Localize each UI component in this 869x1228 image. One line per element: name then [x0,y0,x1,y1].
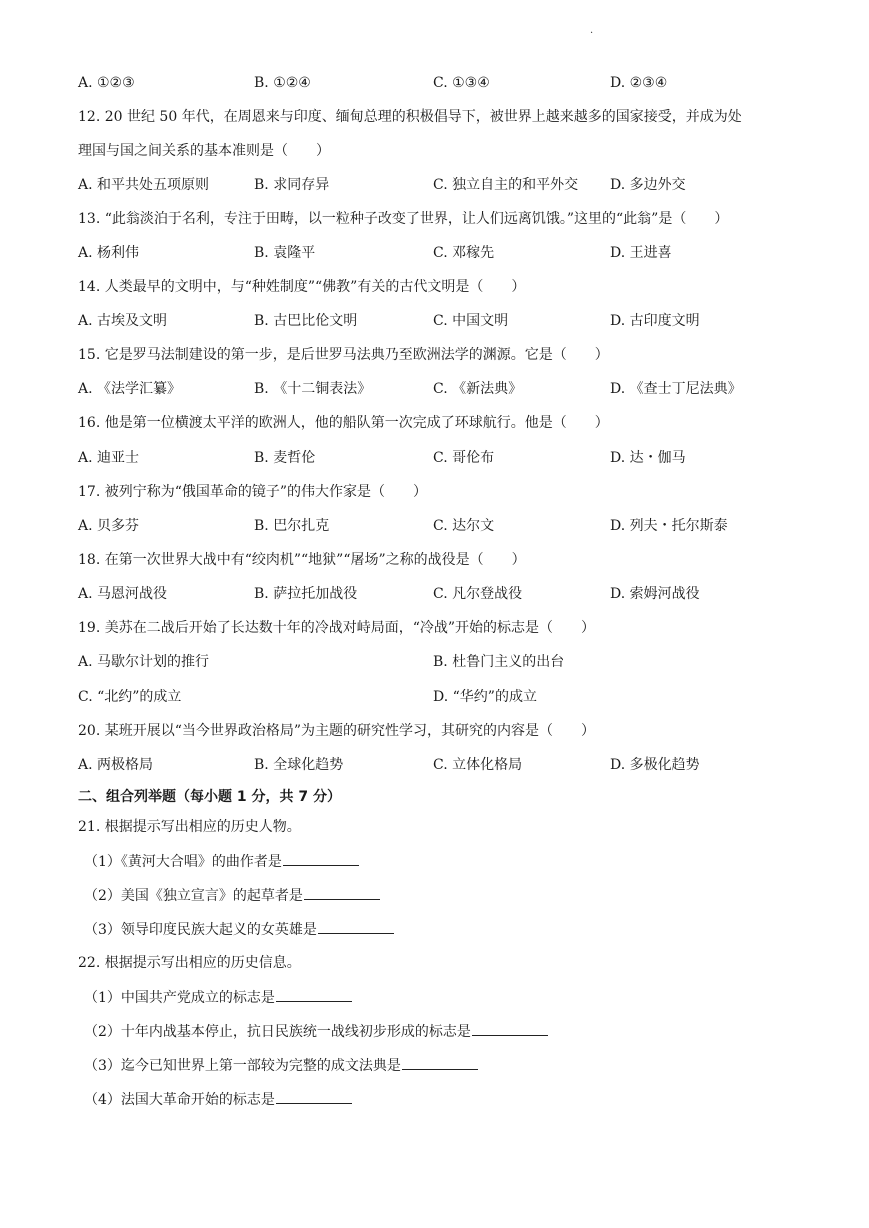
q22-item-2 [84,1019,824,1043]
q22-item-4-answer-blank[interactable] [276,1087,352,1104]
q14-stem [78,275,818,299]
q18-option-b[interactable]: B. 萨拉托加战役 [254,586,358,602]
q18-options-row [78,582,818,606]
q13-stem [78,207,818,231]
q21-item-2-text: （2）美国《独立宣言》的起草者是 [84,888,303,904]
q16-option-d[interactable]: D. 达・伽马 [610,450,686,466]
q11-option-c[interactable]: C. ①③④ [433,75,490,91]
q22-stem [78,951,818,975]
q15-text: 15. 它是罗马法制建设的第一步，是后世罗马法典乃至欧洲法学的渊源。它是（ ） [78,347,609,363]
q22-item-3-answer-blank[interactable] [402,1053,478,1070]
q22-item-1-answer-blank[interactable] [276,985,352,1002]
q14-option-c[interactable]: C. 中国文明 [433,313,509,329]
q13-option-a[interactable]: A. 杨利伟 [78,245,140,261]
q19-stem [78,616,818,640]
q11-option-d[interactable]: D. ②③④ [610,75,668,91]
q11-option-b[interactable]: B. ①②④ [254,75,311,91]
q22-item-4 [84,1087,824,1111]
q18-option-a[interactable]: A. 马恩河战役 [78,586,168,602]
q18-option-c[interactable]: C. 凡尔登战役 [433,586,523,602]
q15-option-d[interactable]: D. 《查士丁尼法典》 [610,381,742,397]
q15-option-a[interactable]: A. 《法学汇纂》 [78,381,182,397]
q12-option-b[interactable]: B. 求同存异 [254,177,330,193]
q15-options-row [78,377,818,401]
q20-option-a[interactable]: A. 两极格局 [78,757,154,773]
q11-option-a[interactable]: A. ①②③ [78,75,135,91]
q20-text: 20. 某班开展以“当今世界政治格局”为主题的研究性学习，其研究的内容是（ ） [78,723,596,739]
q21-item-3-text: （3）领导印度民族大起义的女英雄是 [84,922,317,938]
q16-options-row [78,446,818,470]
q22-item-3 [84,1053,824,1077]
q12-text-2: 理国与国之间关系的基本准则是（ ） [78,143,330,159]
q13-text: 13. “此翁淡泊于名利，专注于田畴，以一粒种子改变了世界，让人们远离饥饿。”这里的“此翁”是（ ） [78,211,729,227]
q12-text-1: 12. 20 世纪 50 年代，在周恩来与印度、缅甸总理的积极倡导下，被世界上越来越多的国家接受，并成为处 [78,109,742,125]
q17-text: 17. 被列宁称为“俄国革命的镜子”的伟大作家是（ ） [78,484,428,500]
q11-options-row [78,71,818,95]
q22-text: 22. 根据提示写出相应的历史信息。 [78,955,301,971]
q17-option-a[interactable]: A. 贝多芬 [78,518,140,534]
q20-options-row [78,753,818,777]
q22-item-2-answer-blank[interactable] [472,1019,548,1036]
q12-stem-line1 [78,105,818,129]
q13-options-row [78,241,818,265]
q12-options-row [78,173,818,197]
q19-option-c[interactable]: C. “北约”的成立 [78,689,182,705]
q14-option-b[interactable]: B. 古巴比伦文明 [254,313,358,329]
q14-option-d[interactable]: D. 古印度文明 [610,313,700,329]
q18-option-d[interactable]: D. 索姆河战役 [610,586,700,602]
q12-option-a[interactable]: A. 和平共处五项原则 [78,177,210,193]
q19-option-b[interactable]: B. 杜鲁门主义的出台 [433,654,565,670]
q19-option-a[interactable]: A. 马歇尔计划的推行 [78,654,210,670]
q21-item-3 [84,917,824,941]
q14-options-row [78,309,818,333]
q16-option-a[interactable]: A. 迪亚士 [78,450,140,466]
q17-option-b[interactable]: B. 巴尔扎克 [254,518,330,534]
q18-text: 18. 在第一次世界大战中有“绞肉机”“地狱”“屠场”之称的战役是（ ） [78,552,526,568]
q17-option-d[interactable]: D. 列夫・托尔斯泰 [610,518,728,534]
q21-item-3-answer-blank[interactable] [318,917,394,934]
section-2-title: 二、组合列举题（每小题 1 分，共 7 分） [78,789,341,805]
q16-text: 16. 他是第一位横渡太平洋的欧洲人，他的船队第一次完成了环球航行。他是（ ） [78,415,609,431]
q19-options-row-2 [78,685,818,709]
q12-option-c[interactable]: C. 独立自主的和平外交 [433,177,579,193]
q16-stem [78,411,818,435]
q21-item-2-answer-blank[interactable] [304,883,380,900]
q21-item-1-answer-blank[interactable] [283,849,359,866]
q21-text: 21. 根据提示写出相应的历史人物。 [78,819,301,835]
q14-text: 14. 人类最早的文明中，与“种姓制度”“佛教”有关的古代文明是（ ） [78,279,526,295]
q13-option-c[interactable]: C. 邓稼先 [433,245,495,261]
q20-option-b[interactable]: B. 全球化趋势 [254,757,344,773]
q19-options-row-1 [78,650,818,674]
q13-option-b[interactable]: B. 袁隆平 [254,245,316,261]
q16-option-b[interactable]: B. 麦哲伦 [254,450,316,466]
q21-item-1-text: （1）《黄河大合唱》的曲作者是 [84,854,282,870]
q16-option-c[interactable]: C. 哥伦布 [433,450,495,466]
q19-option-d[interactable]: D. “华约”的成立 [433,689,537,705]
q12-stem-line2 [78,139,818,163]
q15-stem [78,343,818,367]
section-2-heading [78,785,818,809]
q19-text: 19. 美苏在二战后开始了长达数十年的冷战对峙局面，“冷战”开始的标志是（ ） [78,620,596,636]
q22-item-1-text: （1）中国共产党成立的标志是 [84,990,275,1006]
q17-stem [78,480,818,504]
q15-option-c[interactable]: C. 《新法典》 [433,381,523,397]
q21-stem [78,815,818,839]
q22-item-3-text: （3）迄今已知世界上第一部较为完整的成文法典是 [84,1058,401,1074]
q22-item-2-text: （2）十年内战基本停止，抗日民族统一战线初步形成的标志是 [84,1024,471,1040]
q17-option-c[interactable]: C. 达尔文 [433,518,495,534]
top-mark: · [590,28,594,39]
q21-item-2 [84,883,824,907]
q20-stem [78,719,818,743]
q20-option-d[interactable]: D. 多极化趋势 [610,757,700,773]
q22-item-1 [84,985,824,1009]
q21-item-1 [84,849,824,873]
q18-stem [78,548,818,572]
q20-option-c[interactable]: C. 立体化格局 [433,757,523,773]
q22-item-4-text: （4）法国大革命开始的标志是 [84,1092,275,1108]
q13-option-d[interactable]: D. 王进喜 [610,245,672,261]
q17-options-row [78,514,818,538]
q15-option-b[interactable]: B. 《十二铜表法》 [254,381,372,397]
q14-option-a[interactable]: A. 古埃及文明 [78,313,168,329]
q12-option-d[interactable]: D. 多边外交 [610,177,686,193]
